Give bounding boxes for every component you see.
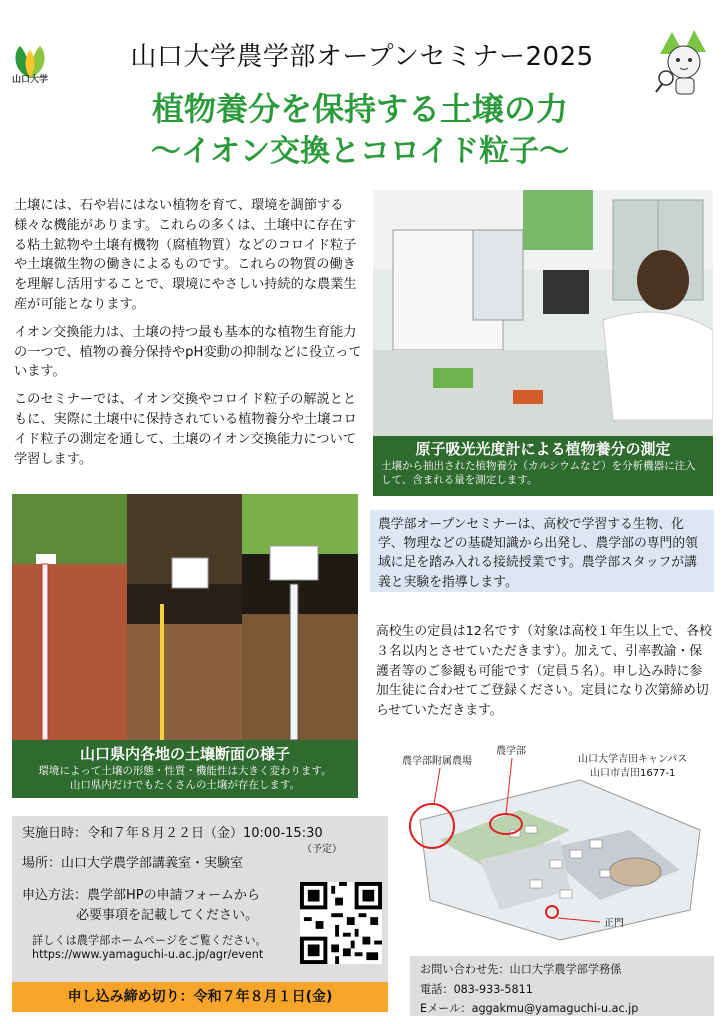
contact-box [410,956,714,1016]
map-label-gate: 正門 [604,918,624,929]
lab-photo [373,190,713,436]
lab-photo-caption [373,436,713,496]
logo-text: 山口大学 [11,75,48,85]
sub-title: 〜イオン交換とコロイド粒子〜 [150,134,570,169]
map-label-faculty: 農学部 [496,746,526,757]
about-seminar-box: 農学部オープンセミナーは、高校で学習する生物、化学、物理などの基礎知識から出発し、農学部の専門的領域に足を踏み入れる接続授業です。農学部スタッフが講義と実験を指導します。 [370,510,714,592]
mascot-illustration [654,28,718,100]
intro-paragraph: 土壌には、石や岩にはない植物を育て、環境を調節する様々な機能があります。これらの多くは、土壌中に存在する粘土鉱物や土壌有機物（腐植物質）などのコロイド粒子や土壌微生物の働きによるものです。これらの物質の働きを理解し活用することで、環境にやさしい持続的な農業生産が可能となります。 [14,198,357,312]
contact-phone[interactable]: 電話：083-933-5811 [420,982,533,996]
event-date: 実施日時：令和７年８月２２日（金）10:00-15:30 [22,826,323,841]
intro-paragraph: イオン交換能力は、土壌の持つ最も基本的な植物生育能力の一つで、植物の養分保持やpH変動の抑制などに役立っています。 [14,324,362,380]
detail-note: 詳しくは農学部ホームページをご覧ください。 [32,934,267,947]
main-title: 植物養分を保持する土壌の力 [151,90,568,128]
soil-photo-caption [12,740,358,798]
soil-caption-title: 山口県内各地の土壌断面の様子 [79,745,290,763]
application-method: 申込方法：農学部HPの申請フォームから [22,888,260,903]
map-label-campus: 山口大学吉田キャンパス [578,754,688,765]
event-url-link[interactable]: https://www.yamaguchi-u.ac.jp/agr/event [32,948,264,961]
contact-email[interactable]: Eメール：aggakmu@yamaguchi-u.ac.jp [420,1002,639,1016]
lab-caption-text: 土壌から抽出された植物養分（カルシウムなど）を分析機器に注入して、含まれる量を測定します。 [381,460,696,487]
map-label-farm: 農学部附属農場 [402,756,472,767]
deadline-banner: 申し込み締め切り：令和７年８月１日(金) [12,982,388,1012]
application-method-cont: 必要事項を記載してください。 [76,908,259,923]
capacity-text: 高校生の定員は12名です（対象は高校１年生以上で、各校３名以内とさせていただきます）。加えて、引率教諭・保護者等のご参観も可能です（定員５名）。申し込み時に参加生徒に合わせてご登録ください。定員になり次第締め切らせていただきます。 [376,624,712,719]
soil-caption-line: 山口県内だけでもたくさんの土壌が存在します。 [69,779,301,792]
contact-office: お問い合わせ先：山口大学農学部学務係 [420,963,622,976]
seminar-title: 山口大学農学部オープンセミナー2025 [130,42,594,72]
event-date-note: （予定） [302,844,342,855]
campus-map [400,740,716,954]
qr-code[interactable] [300,882,382,964]
intro-paragraph: このセミナーでは、イオン交換やコロイド粒子の解説とともに、実際に土壌中に保持されている植物養分や土壌コロイド粒子の測定を通して、土壌のイオン交換能力について学習します。 [14,392,357,467]
lab-caption-title: 原子吸光光度計による植物養分の測定 [415,440,671,458]
soil-profile-photo [12,494,358,740]
soil-caption-line: 環境によって土壌の形態・性質・機能性は大きく変わります。 [38,765,332,777]
event-place: 場所：山口大学農学部講義室・実験室 [22,856,244,871]
intro-text [14,196,366,477]
map-label-address: 山口市吉田1677-1 [590,768,676,779]
